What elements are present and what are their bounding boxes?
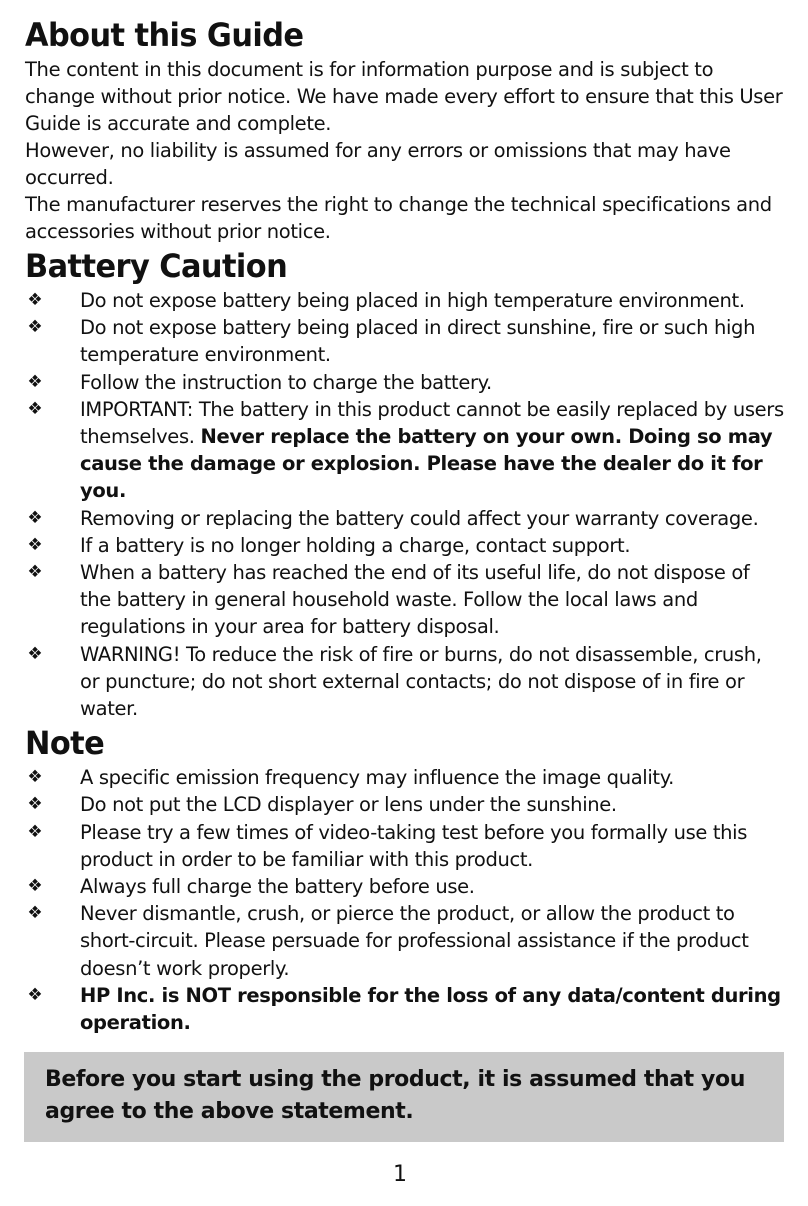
- four-diamond-bullet-icon: ❖: [27, 794, 43, 815]
- four-diamond-bullet-icon: ❖: [27, 875, 43, 896]
- four-diamond-bullet-icon: ❖: [27, 507, 43, 528]
- battery-caution-heading: Battery Caution: [25, 247, 288, 285]
- list-item-text: Never dismantle, crush, or pierce the product, or allow the product to short-circuit. Please persuade for professional assistance if the product doesn’t work properly.: [80, 902, 749, 980]
- list-item: [25, 791, 785, 818]
- list-item-text: Do not expose battery being placed in direct sunshine, fire or such high temperature environment.: [80, 316, 756, 367]
- list-item-text: IMPORTANT: The battery in this product cannot be easily replaced by users themselves.: [80, 397, 784, 449]
- list-item-text: A specific emission frequency may influence the image quality.: [80, 766, 674, 790]
- list-item-text: Removing or replacing the battery could affect your warranty coverage.: [80, 506, 759, 530]
- battery-caution-section: [25, 245, 785, 722]
- four-diamond-bullet-icon: ❖: [27, 821, 43, 842]
- four-diamond-bullet-icon: ❖: [27, 767, 43, 788]
- list-item: [25, 873, 785, 900]
- four-diamond-bullet-icon: ❖: [27, 561, 43, 582]
- list-item-text: Please try a few times of video-taking test before you formally use this product in order to be familiar with this product.: [80, 820, 748, 871]
- four-diamond-bullet-icon: ❖: [27, 289, 43, 310]
- list-item-text: Always full charge the battery before use.: [80, 875, 475, 899]
- note-heading: Note: [25, 724, 105, 763]
- agreement-statement: Before you start using the product, it is assumed that you agree to the above statement.: [45, 1067, 745, 1124]
- note-list: [25, 764, 785, 1036]
- document-content: [25, 14, 785, 1036]
- about-paragraph: However, no liability is assumed for any errors or omissions that may have occurred.: [25, 139, 731, 189]
- list-item: [25, 505, 785, 532]
- agreement-callout-box: [24, 1052, 784, 1142]
- list-item: [25, 819, 785, 873]
- list-item: [25, 287, 785, 314]
- list-item-text: If a battery is no longer holding a charge, contact support.: [80, 533, 631, 557]
- list-item: [25, 982, 785, 1036]
- note-section: [25, 722, 785, 1036]
- list-item-text: WARNING! To reduce the risk of fire or burns, do not disassemble, crush, or puncture; do not short external contacts; do not dispose of in fire or water.: [80, 642, 762, 721]
- list-item-text: Follow the instruction to charge the battery.: [80, 370, 492, 394]
- list-item: [25, 559, 785, 641]
- list-item: [25, 396, 785, 505]
- four-diamond-bullet-icon: ❖: [27, 643, 43, 664]
- list-item-bold-text: Never replace the battery on your own. Doing so may cause the damage or explosion. Please have the dealer do it for you.: [80, 425, 773, 503]
- four-diamond-bullet-icon: ❖: [27, 371, 43, 392]
- four-diamond-bullet-icon: ❖: [27, 534, 43, 555]
- list-item: [25, 314, 785, 368]
- four-diamond-bullet-icon: ❖: [27, 903, 43, 924]
- list-item-text: When a battery has reached the end of its useful life, do not dispose of the battery in general household waste. Follow the local laws and regulations in your area for battery disposal.: [80, 561, 750, 639]
- about-paragraph: The manufacturer reserves the right to change the technical specifications and accessories without prior notice.: [25, 193, 772, 243]
- list-item: [25, 641, 785, 723]
- page-number: 1: [393, 1162, 407, 1187]
- battery-caution-list: [25, 287, 785, 722]
- about-paragraph: The content in this document is for information purpose and is subject to change without prior notice. We have made every effort to ensure that this User Guide is accurate and complete.: [25, 58, 783, 135]
- about-section: [25, 14, 785, 245]
- list-item-bold-text: HP Inc. is NOT responsible for the loss of any data/content during operation.: [80, 983, 781, 1035]
- list-item: [25, 369, 785, 396]
- four-diamond-bullet-icon: ❖: [27, 984, 43, 1005]
- four-diamond-bullet-icon: ❖: [27, 398, 43, 419]
- list-item-text: Do not put the LCD displayer or lens under the sunshine.: [80, 793, 617, 817]
- list-item: [25, 532, 785, 559]
- about-heading: About this Guide: [25, 16, 304, 54]
- list-item-text: Do not expose battery being placed in high temperature environment.: [80, 289, 745, 312]
- list-item: [25, 764, 785, 791]
- list-item: [25, 900, 785, 982]
- four-diamond-bullet-icon: ❖: [27, 317, 43, 338]
